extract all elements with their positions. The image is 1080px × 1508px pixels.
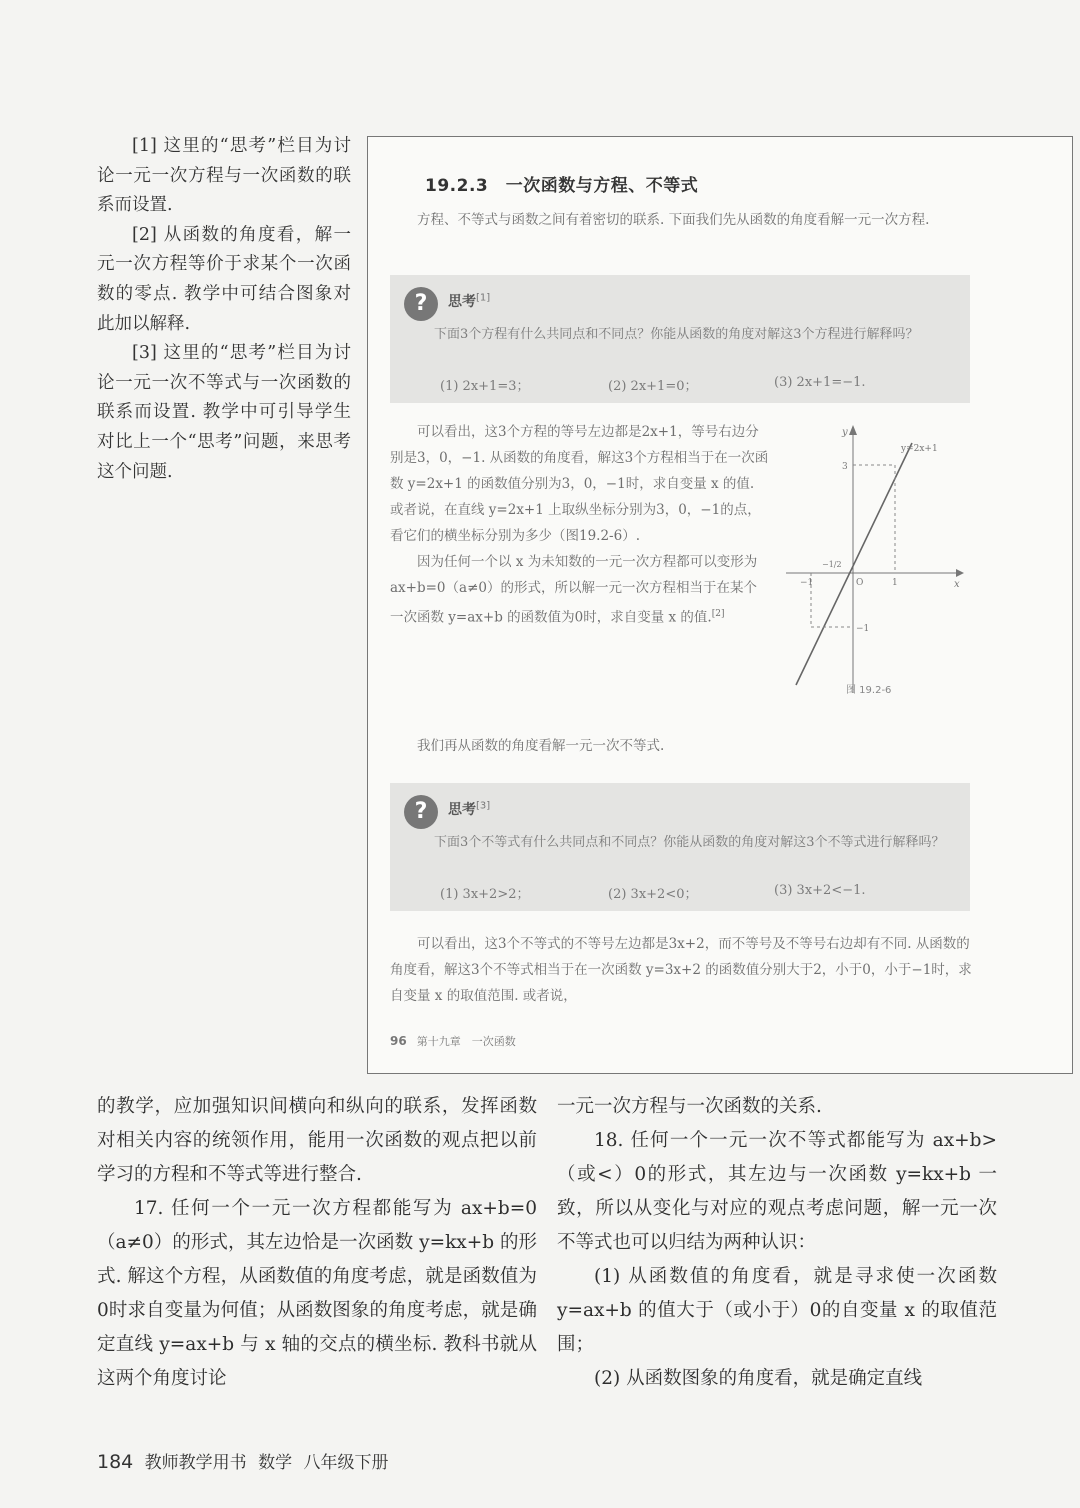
inequality-item: (3) 3x+2<−1. bbox=[774, 883, 866, 898]
note-3: [3] 这里的“思考”栏目为讨论一元一次不等式与一次函数的联系而设置. 教学中可引导学生对比上一个“思考”问题，来思考这个问题. bbox=[97, 343, 351, 482]
think-icon: ? bbox=[404, 795, 438, 829]
note-2: [2] 从函数的角度看，解一元一次方程等价于求某个一次函数的零点. 教学中可结合图象对此加以解释. bbox=[97, 224, 351, 334]
subject: 数学 bbox=[258, 1453, 293, 1473]
tick-yneg1: −1 bbox=[856, 624, 870, 634]
body-paragraphs bbox=[390, 419, 770, 631]
tick-xneg1: −1 bbox=[800, 578, 814, 588]
teacher-paragraph: 的教学，应加强知识间横向和纵向的联系，发挥函数对相关内容的统领作用，能用一次函数的观点把以前学习的方程和不等式等进行整合. bbox=[97, 1096, 537, 1185]
textbook-page bbox=[367, 136, 1073, 1074]
tick-y3: 3 bbox=[842, 462, 848, 472]
teacher-paragraph: (2) 从函数图象的角度看，就是确定直线 bbox=[594, 1368, 923, 1389]
page-footer bbox=[97, 1448, 394, 1473]
intro-paragraph: 方程、不等式与函数之间有着密切的联系. 下面我们先从函数的角度看解一元一次方程. bbox=[417, 212, 930, 228]
textbook-page-number: 96 bbox=[390, 1034, 407, 1048]
figure-caption: 图 19.2-6 bbox=[846, 685, 892, 696]
tick-half: −1/2 bbox=[822, 560, 842, 569]
teacher-paragraph: 18. 任何一个一元一次不等式都能写为 ax+b>（或<）0的形式，其左边与一次函数 y=kx+b 一致，所以从变化与对应的观点考虑问题，解一元一次不等式也可以归结为两种认识： bbox=[557, 1130, 997, 1253]
equation-item: (2) 2x+1=0； bbox=[608, 379, 698, 394]
tick-x1: 1 bbox=[892, 578, 898, 588]
page-number: 184 bbox=[97, 1451, 134, 1473]
think-box-1 bbox=[390, 275, 970, 403]
margin-notes bbox=[97, 132, 351, 487]
tick-origin: O bbox=[856, 578, 864, 588]
paragraph: 可以看出，这3个不等式的不等号左边都是3x+2，而不等号及不等号右边却有不同. 从函数的角度看，解这3个不等式相当于在一次函数 y=3x+2 的函数值分别大于2，小于0，小于−1时，求自变量 x 的取值范围. 或者说， bbox=[390, 936, 972, 1004]
teacher-paragraph: (1) 从函数值的角度看，就是寻求使一次函数 y=ax+b 的值大于（或小于）0的自变量 x 的取值范围； bbox=[557, 1266, 997, 1355]
paragraph: 可以看出，这3个方程的等号左边都是2x+1，等号右边分别是3，0，−1. 从函数的角度看，解这3个方程相当于在一次函数 y=2x+1 的函数值分别为3，0，−1时，求自变量 x 的值. 或者说，在直线 y=2x+1 上取纵坐标分别为3，0，−1的点，看它们的横坐标分别为多少（图19.2-6）. bbox=[390, 424, 769, 544]
teacher-text-left bbox=[97, 1090, 537, 1396]
inequality-item: (1) 3x+2>2； bbox=[440, 887, 530, 902]
paragraph: 我们再从函数的角度看解一元一次不等式. bbox=[417, 738, 665, 754]
note-1: [1] 这里的“思考”栏目为讨论一元一次方程与一次函数的联系而设置. bbox=[97, 136, 351, 216]
paragraph: 因为任何一个以 x 为未知数的一元一次方程都可以变形为 ax+b=0（a≠0）的形式，所以解一元一次方程相当于在某个一次函数 y=ax+b 的函数值为0时，求自变量 x 的值.[2] bbox=[390, 554, 758, 626]
teacher-text-right bbox=[557, 1090, 997, 1396]
equation-item: (3) 2x+1=−1. bbox=[774, 375, 866, 390]
think-label: 思考[1] bbox=[448, 292, 491, 310]
think-icon: ? bbox=[404, 287, 438, 321]
inequality-item: (2) 3x+2<0； bbox=[608, 887, 698, 902]
think-box-2 bbox=[390, 783, 970, 911]
chapter-title: 第十九章 一次函数 bbox=[416, 1035, 516, 1048]
grade: 八年级下册 bbox=[303, 1453, 389, 1473]
section-title: 19.2.3 一次函数与方程、不等式 bbox=[425, 176, 699, 196]
teacher-paragraph: 一元一次方程与一次函数的关系. bbox=[557, 1096, 822, 1117]
line-label: y=2x+1 bbox=[901, 444, 938, 454]
think-question: 下面3个方程有什么共同点和不同点？你能从函数的角度对解这3个方程进行解释吗？ bbox=[434, 327, 919, 342]
book-name: 教师教学用书 bbox=[144, 1453, 247, 1473]
function-graph bbox=[776, 423, 966, 695]
textbook-footer bbox=[390, 1033, 516, 1049]
x-axis-label: x bbox=[954, 579, 960, 590]
teacher-paragraph: 17. 任何一个一元一次方程都能写为 ax+b=0（a≠0）的形式，其左边恰是一次函数 y=kx+b 的形式. 解这个方程，从函数值的角度考虑，就是函数值为0时求自变量为何值；从函数图象的角度考虑，就是确定直线 y=ax+b 与 x 轴的交点的横坐标. 教科书就从这两个角度讨论 bbox=[97, 1198, 537, 1389]
equation-item: (1) 2x+1=3； bbox=[440, 379, 530, 394]
y-axis-label: y bbox=[842, 427, 848, 438]
think-question: 下面3个不等式有什么共同点和不同点？你能从函数的角度对解这3个不等式进行解释吗？ bbox=[434, 835, 945, 850]
think-label: 思考[3] bbox=[448, 800, 491, 818]
